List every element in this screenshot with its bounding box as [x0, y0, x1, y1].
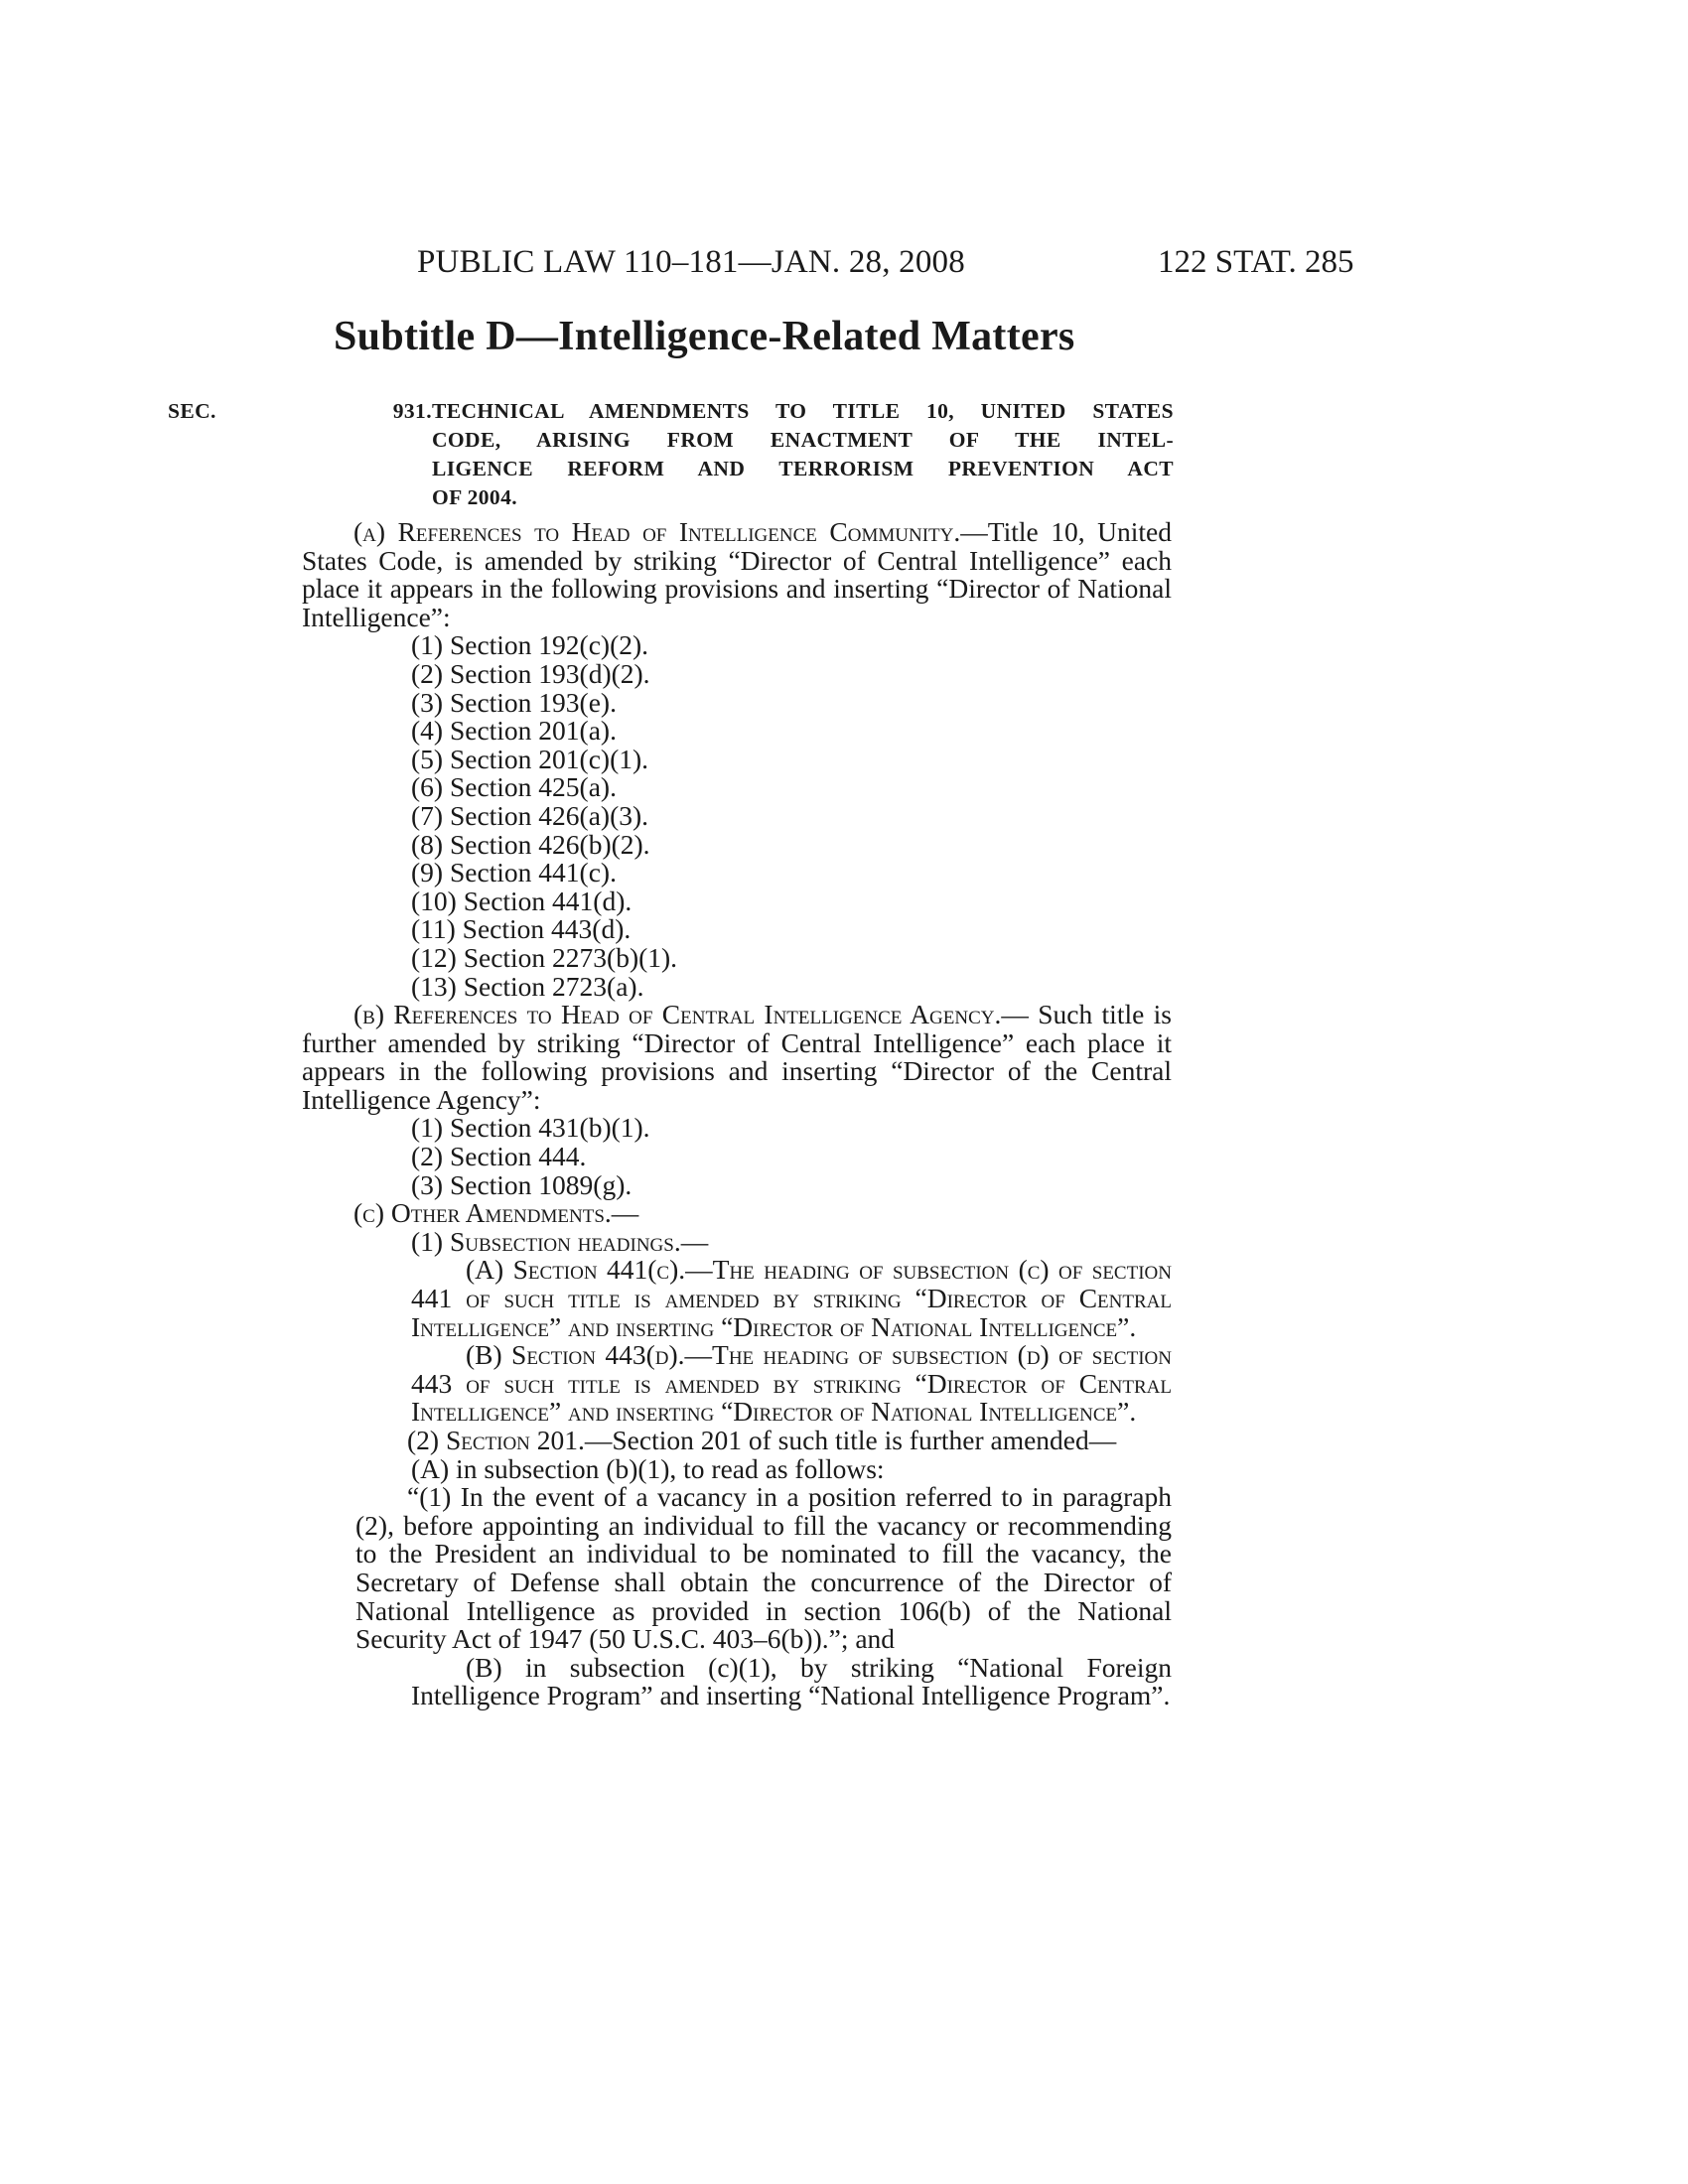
section-heading [168, 397, 1174, 512]
subsection-b-heading: (b) References to Head of Central Intelligence Agency. [353, 999, 1002, 1030]
paragraph-1-heading: (1) Subsection headings.— [411, 1225, 709, 1257]
section-number: SEC. 931. [168, 399, 432, 423]
list-item: (10) Section 441(d). [411, 885, 633, 916]
section-heading-line: CODE, ARISING FROM ENACTMENT OF THE INTEL- [432, 428, 1174, 452]
subsection-b-text: — Such title is further amended by striking “Director of Central Intelligence” each place it appears in the following provisions and inserting “Director of the Central Intelligence Agency”: [302, 999, 1172, 1115]
list-item: (1) Section 431(b)(1). [411, 1112, 650, 1144]
list-item: (6) Section 425(a). [411, 771, 617, 803]
statute-page-reference: 122 STAT. 285 [1158, 244, 1354, 280]
list-item: (2) Section 193(d)(2). [411, 657, 650, 689]
paragraph-1-B-text: —The heading of subsection (d) of section 443 of such title is amended by striking “Director of Central Intelligence” and inserting “Director of National Intelligence”. [411, 1339, 1172, 1428]
section-heading-line: LIGENCE REFORM AND TERRORISM PREVENTION ACT [432, 457, 1174, 480]
list-item: (13) Section 2723(a). [411, 970, 644, 1002]
subsection-a-heading: (a) References to Head of Intelligence Community. [353, 516, 961, 547]
list-item: (9) Section 441(c). [411, 857, 617, 888]
list-item: (2) Section 444. [411, 1141, 587, 1172]
section-body [302, 518, 1172, 1710]
paragraph-1-A [302, 1256, 1172, 1341]
paragraph-2-B: (B) in subsection (c)(1), by striking “National Foreign Intelligence Program” and inserting “National Intelligence Program”. [411, 1651, 1172, 1711]
paragraph-2-text: —Section 201 of such title is further amended— [584, 1425, 1117, 1455]
section-heading-line: SEC. 931.TECHNICAL AMENDMENTS TO TITLE 10, UNITED STATES [300, 397, 1174, 426]
subsection-c-heading: (c) Other Amendments.— [353, 1197, 639, 1229]
list-item: (12) Section 2273(b)(1). [411, 941, 678, 973]
quoted-text: “(1) In the event of a vacancy in a position referred to in paragraph (2), before appointing an individual to fill the vacancy or recommending to the President an individual to be nominated to fill the vacancy, the Secretary of Defense shall obtain the concurrence of the Director of National Intelligence as provided in section 106(b) of the National Security Act of 1947 (50 U.S.C. 403–6(b)).”; and [355, 1481, 1172, 1655]
paragraph-1-B [302, 1341, 1172, 1427]
paragraph-1-A-heading: (A) Section 441(c). [466, 1254, 686, 1286]
subsection-a [302, 518, 1172, 631]
list-item: (11) Section 443(d). [411, 913, 632, 945]
list-item: (7) Section 426(a)(3). [411, 799, 649, 831]
paragraph-2 [302, 1427, 1172, 1455]
paragraph-2-heading: (2) Section 201. [407, 1425, 585, 1455]
list-item: (8) Section 426(b)(2). [411, 828, 650, 860]
paragraph-1-A-text: —The heading of subsection (c) of section 441 of such title is amended by striking “Director of Central Intelligence” and inserting “Director of National Intelligence”. [411, 1254, 1172, 1342]
running-head: PUBLIC LAW 110–181—JAN. 28, 2008 [417, 244, 965, 280]
subsection-a-text: —Title 10, United States Code, is amended by striking “Director of Central Intelligence” each place it appears in the following provisions and inserting “Director of National Intelligence”: [302, 516, 1172, 632]
subsection-b [302, 1001, 1172, 1114]
paragraph-1-B-heading: (B) Section 443(d). [466, 1339, 685, 1371]
list-item: (5) Section 201(c)(1). [411, 743, 649, 774]
section-heading-line: OF 2004. [432, 485, 518, 509]
list-item: (1) Section 192(c)(2). [411, 629, 649, 661]
list-item: (3) Section 1089(g). [411, 1168, 633, 1200]
subtitle-heading: Subtitle D—Intelligence-Related Matters [334, 314, 1075, 359]
list-item: (3) Section 193(e). [411, 686, 617, 718]
paragraph-2-A: (A) in subsection (b)(1), to read as follows: [411, 1452, 885, 1484]
list-item: (4) Section 201(a). [411, 715, 617, 747]
